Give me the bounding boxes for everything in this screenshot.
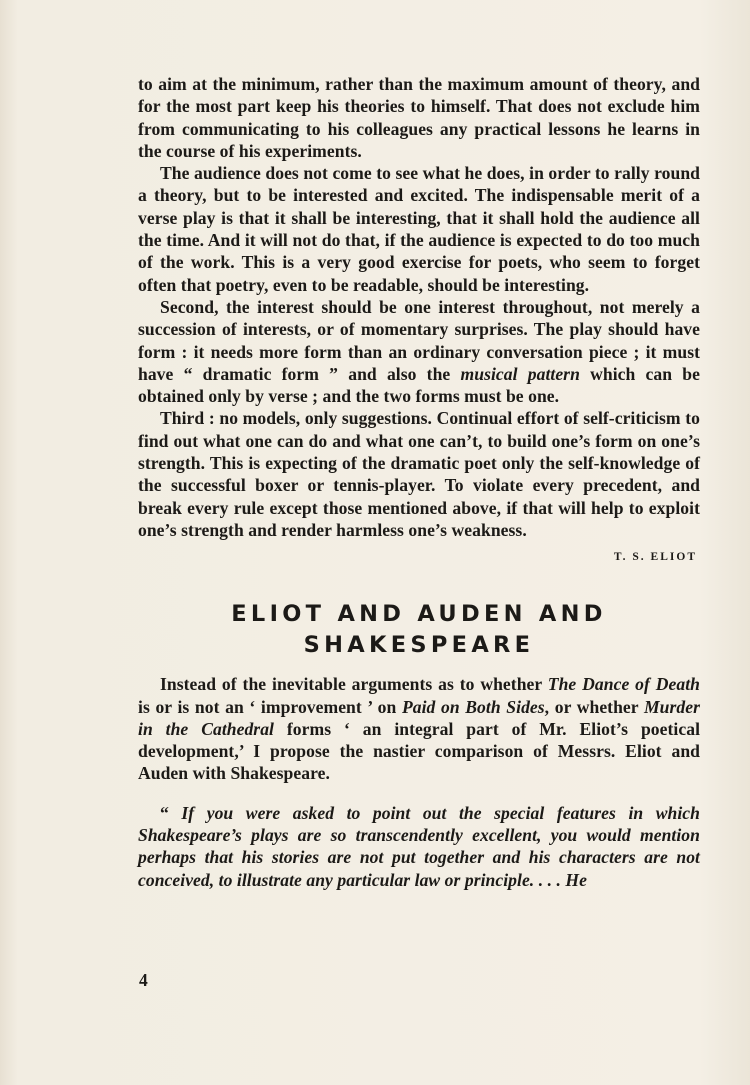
- comparison-text-1: Instead of the inevitable arguments as to whether: [160, 674, 548, 695]
- page-number: 4: [139, 970, 148, 990]
- section-heading-line-1: ELIOT AND AUDEN AND: [231, 601, 607, 628]
- paragraph-audience: The audience does not come to see what he does, in order to rally round a theory, but to be interested and excited. The indispensable merit of a verse play is that it shall be interesting, that it shall hold the audience all the time. And it will not do that, if the audience is expected to do too much of the work. This is a very good exercise for poets, who seem to forget often that poetry, even to be readable, should be interesting.: [138, 163, 700, 295]
- title-murder-in-the-cathedral: Murder in the Cathedral: [138, 696, 700, 739]
- author-signature: T. S. ELIOT: [613, 551, 697, 564]
- quote-open-mark: “: [160, 802, 182, 823]
- section-heading-line-2: SHAKESPEARE: [303, 632, 535, 659]
- title-paid-on-both-sides: Paid on Both Sides: [401, 696, 545, 717]
- paragraph-comparison: [138, 673, 700, 784]
- title-dance-of-death: The Dance of Death: [547, 674, 701, 695]
- paragraph-second-text-a: Second, the interest should be one interest throughout, not merely a succession of interests, or of momentary surprises. The play should have form : it needs more form than an ordinary conversation piece ; it must have “ dramatic form ” and also the: [138, 296, 700, 384]
- block-quote: [138, 802, 700, 891]
- comparison-text-4: forms ‘ an integral part of Mr. Eliot’s poetical development,’ I propose the nastier comparison of Messrs. Eliot and Auden with Shakespeare.: [138, 718, 701, 784]
- comparison-text-3: , or whether: [544, 696, 644, 717]
- paragraph-second: [138, 296, 700, 407]
- paragraph-second-text-b: which can be obtained only by verse ; and the two forms must be one.: [138, 363, 700, 407]
- musical-pattern-italic: musical pattern: [460, 363, 580, 384]
- quote-text: If you were asked to point out the special features in which Shakespeare’s plays are so transcendently excellent, you would mention perhaps that his stories are not put together and his characters are not conceived, to illustrate any particular law or principle. . . . He: [138, 802, 701, 890]
- text-column: [138, 73, 700, 891]
- paragraph-continuation: to aim at the minimum, rather than the maximum amount of theory, and for the most part keep his theories to himself. That does not exclude him from communicating to his colleagues any practical lessons he learns in the course of his experiments.: [138, 74, 700, 161]
- comparison-text-2: is or is not an ‘ improvement ’ on: [138, 696, 402, 717]
- paragraph-third: Third : no models, only suggestions. Continual effort of self-criticism to find out what one can do and what one can’t, to build one’s form on one’s strength. This is expecting of the dramatic poet only the self-knowledge of the successful boxer or tennis-player. To violate every precedent, and break every rule except those mentioned above, if that will help to exploit one’s strength and render harmless one’s weakness.: [138, 408, 700, 540]
- section-heading: [138, 599, 700, 661]
